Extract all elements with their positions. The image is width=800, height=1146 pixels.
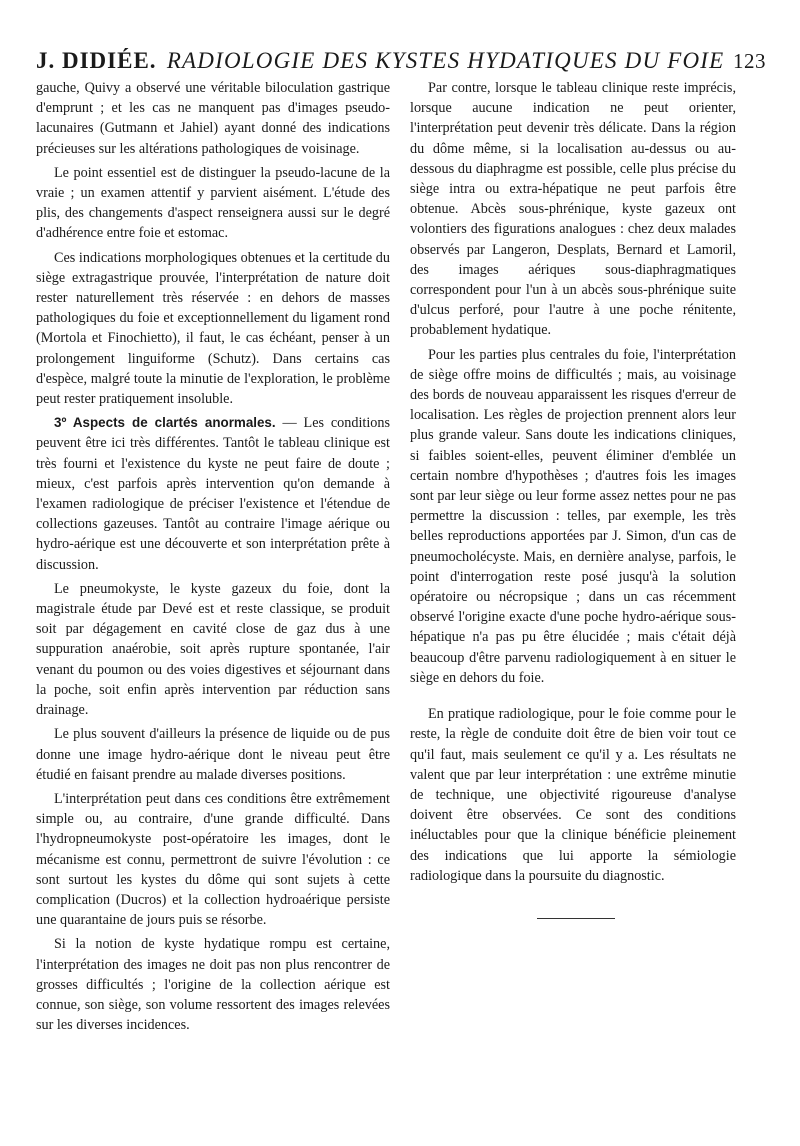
paragraph: Le pneumokyste, le kyste gazeux du foie, dont la magistrale étude par Devé est et reste classique, se produit soit par dégagement en cavité close de gaz dus à une suppuration anaérobie, soit après rupture spontanée, l'air venant du poumon ou des voies digestives et séjournant dans la poche, soit enfin après intervention par réduction sans drainage.: [36, 580, 390, 719]
running-header: [36, 44, 766, 78]
section-paragraph: [36, 413, 390, 575]
section-body: — Les conditions peuvent être ici très différentes. Tantôt le tableau clinique est très fourni et l'existence du kyste ne peut faire de doute ; mieux, c'est parfois après intervention qu'on demande à l'examen radiologique de préciser l'existence et l'étendue de collections gazeuses. Tantôt au contraire l'image aérique ou hydro-aérique est une découverte et son interprétation prête à discussion.: [36, 415, 390, 573]
section-heading: 3º Aspects de clartés anormales.: [54, 415, 276, 431]
paragraph: Le plus souvent d'ailleurs la présence de liquide ou de pus donne une image hydro-aérique dont le niveau peut être étudié en faisant prendre au malade diverses positions.: [36, 726, 390, 783]
paragraph: Ces indications morphologiques obtenues et la certitude du siège extragastrique prouvée, l'interprétation de nature doit rester naturellement très réservée : en dehors de masses pathologiques du foie et exceptionnellement du ligament rond (Mortola et Finochietto), il faut, le cas échéant, penser à un prolongement linguiforme (Schutz). Dans certains cas d'espèce, malgré toute la minutie de l'exploration, le problème peut rester pratiquement insoluble.: [36, 249, 390, 408]
left-column: [36, 78, 390, 1039]
end-rule: [537, 918, 615, 919]
paragraph: L'interprétation peut dans ces conditions être extrêmement simple ou, au contraire, d'une grande difficulté. Dans l'hydropneumokyste post-opératoire les images, dont le mécanisme est connu, permettront de suivre l'évolution : ce sont surtout les kystes du dôme qui sont sujets à cette complication (Ducros) et la collection hydroaérique persiste une quarantaine de jours puis se résorbe.: [36, 790, 390, 929]
paragraph: gauche, Quivy a observé une véritable biloculation gastrique d'emprunt ; et les cas ne manquent pas d'images pseudo-lacunaires (Gutmann et Jahiel) ayant donné des indications précieuses sur les altérations pathologiques de voisinage.: [36, 80, 390, 157]
paragraph: Par contre, lorsque le tableau clinique reste imprécis, lorsque aucune indication ne peut orienter, l'interprétation peut devenir très délicate. Dans la région du dôme même, si la localisation au-dessus ou au-dessous du diaphragme est possible, celle plus précise du siège intra ou extra-hépatique ne peut parfois être obtenue. Abcès sous-phrénique, kyste gazeux ont volontiers des figurations analogues : chez deux malades observés par Langeron, Desplats, Bernard et Lamoril, des images aériques sous-diaphragmatiques correspondent pour l'un à un abcès sous-phrénique suite d'ulcus perforé, pour l'autre à une poche rénitente, probablement hydatique.: [410, 80, 736, 339]
paragraph: Si la notion de kyste hydatique rompu est certaine, l'interprétation des images ne doit pas non plus rencontrer de grosses difficultés ; l'origine de la collection aérique est connue, son siège, son volume ressortent des images relevées sur les diverses incidences.: [36, 936, 390, 1034]
page-number: 123: [733, 49, 766, 73]
header-author: J. DIDIÉE.: [36, 48, 157, 73]
paragraph: Pour les parties plus centrales du foie, l'interprétation de siège offre moins de difficultés ; mais, au voisinage des bords de nouveau apparaissent les risques d'erreur de localisation. Les règles de projection prennent alors leur plus grande valeur. Sans doute les indications cliniques, si faibles soient-elles, peuvent éliminer d'emblée un certain nombre d'hypothèses ; d'autres fois les images sont par leur siège ou leur forme assez nettes pour ne pas permettre la discussion : telles, par exemple, les très belles reproductions apportées par J. Simon, d'un cas de pneumocholécyste. Mais, en dernière analyse, parfois, le point d'interrogation reste posé jusqu'à la solution opératoire ou nécropsique ; dans un cas récemment observé l'origine exacte d'une poche hydro-aérique sous-hépatique n'a pas pu être élucidée ; mais c'était déjà beaucoup d'être parvenu radiologiquement à en situer le siège en dehors du foie.: [410, 346, 736, 686]
header-title: RADIOLOGIE DES KYSTES HYDATIQUES DU FOIE: [166, 48, 725, 73]
paragraph: Le point essentiel est de distinguer la pseudo-lacune de la vraie ; un examen attentif y parvient aisément. L'étude des plis, des changements d'aspect renseignera aussi sur le degré d'adhérence entre foie et estomac.: [36, 164, 390, 242]
right-column: [410, 78, 736, 890]
paragraph: En pratique radiologique, pour le foie comme pour le reste, la règle de conduite doit être de bien voir tout ce qu'il faut, mais seulement ce qu'il y a. Les résultats ne valent que par leur interprétation : une extrême minutie de technique, une objectivité rigoureuse d'analyse doivent être observées. Ce sont des conditions inéluctables pour que la clinique bénéficie pleinement des indications que lui apporte la sémiologie radiologique dans la poursuite du diagnostic.: [410, 706, 736, 884]
